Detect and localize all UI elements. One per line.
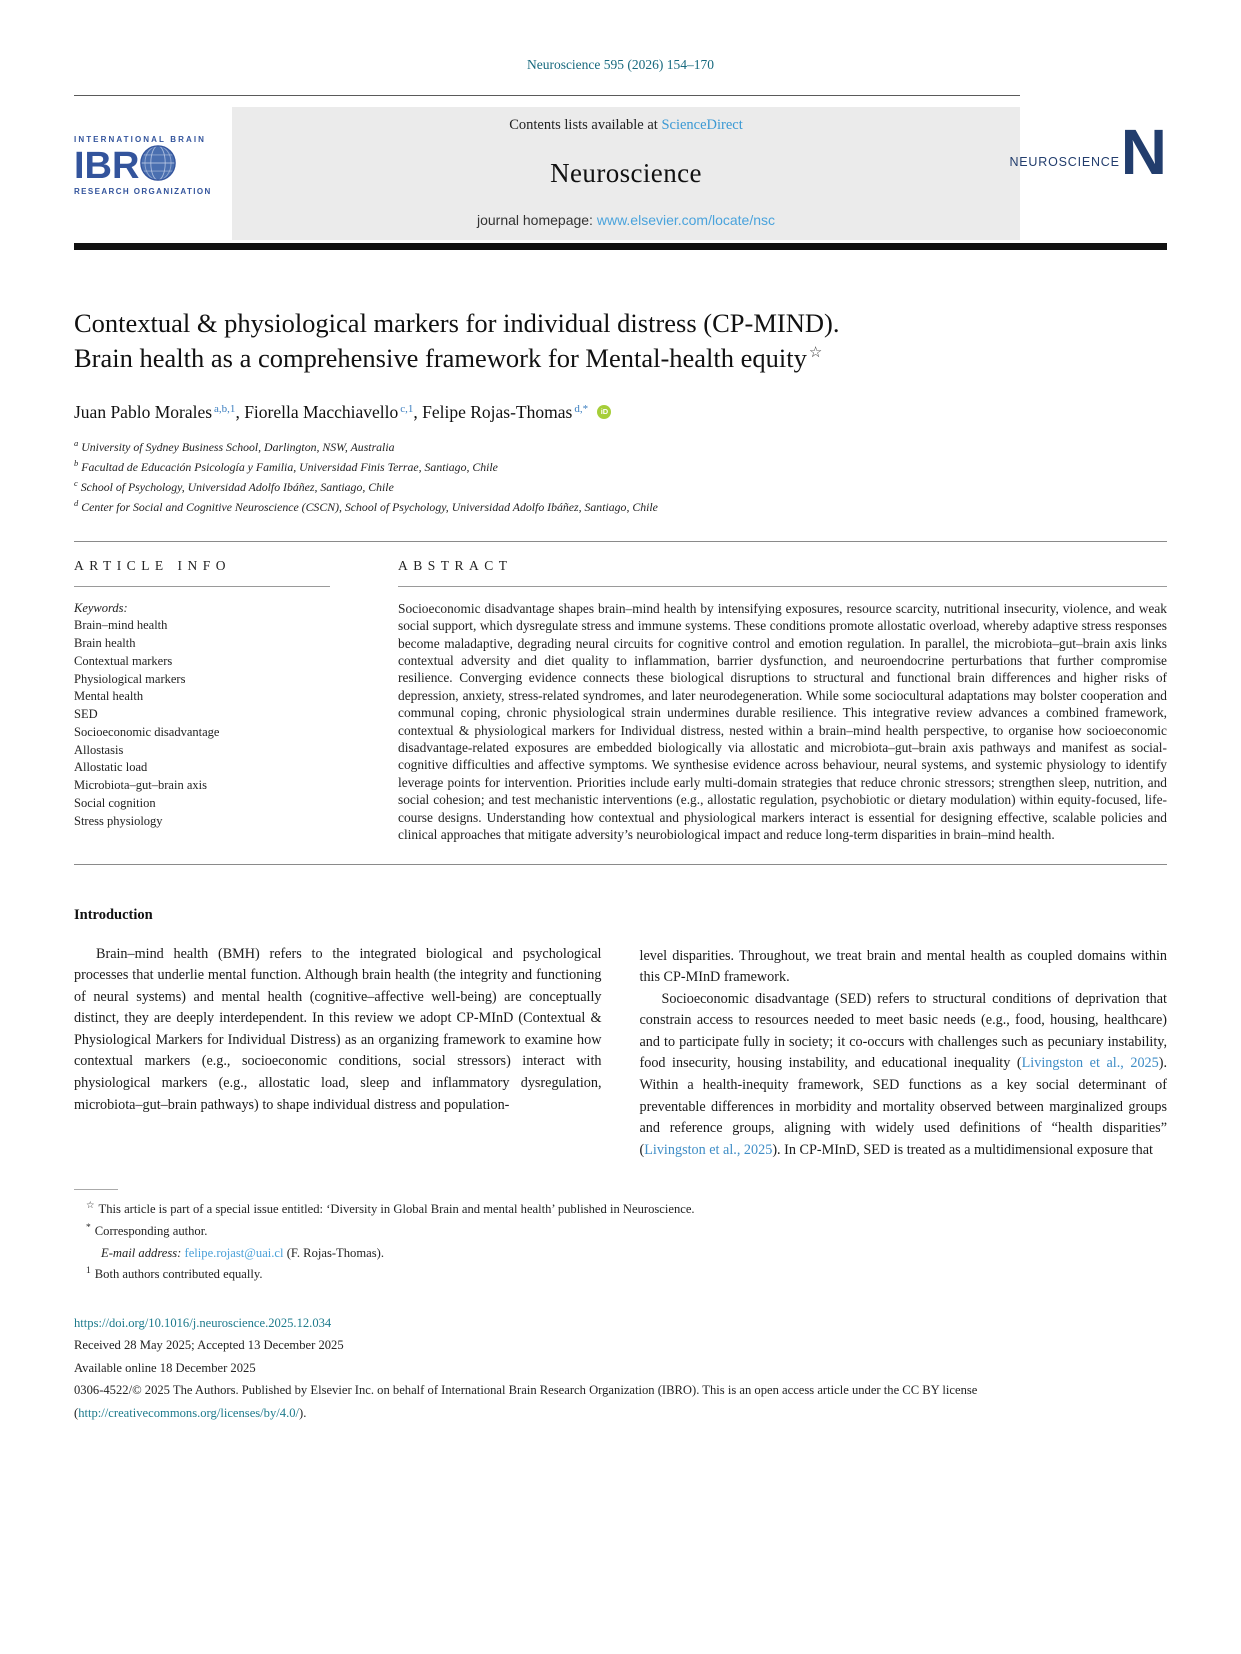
introduction-paragraph-right-2: Socioeconomic disadvantage (SED) refers to structural conditions of deprivation that constrain access to resources needed to meet basic needs (e.g., food, housing, healthcare) and to participate fully in society; it co-occurs with challenges such as pecuniary instability, food insecurity, housing instability, and educational inequality (Livingston et al., 2025). Within a health-inequity framework, SED functions as a key social determinant of preventable differences in morbidity and mortality observed between marginalized groups and reference groups, aligning with widely used definitions of “health disparities” (Livingston et al., 2025). In CP-MInD, SED is treated as a multidimensional exposure that [639, 990, 1168, 1158]
ibro-logo-bottom-text: RESEARCH ORGANIZATION [74, 187, 212, 196]
author-affil-sup[interactable]: c,1 [400, 402, 414, 415]
available-online-line: Available online 18 December 2025 [74, 1360, 256, 1375]
copyright-line: 0306-4522/© 2025 The Authors. Published by Elsevier Inc. on behalf of International Brain Research Organization (IBRO). This is an open access article under the CC BY license (http://creativecommons.org/licenses/by/4.0/). [74, 1383, 978, 1420]
keyword: Microbiota–gut–brain axis [74, 778, 207, 793]
keywords-label: Keywords: [74, 600, 128, 615]
journal-title: Neuroscience [550, 157, 702, 188]
neuroscience-logo-letter: N [1120, 116, 1167, 188]
body-right-column [640, 907, 1168, 1162]
author-affil-sup[interactable]: a,b,1 [214, 402, 236, 415]
doi-line [74, 1312, 1167, 1334]
author-name: Fiorella Macchiavello [244, 402, 399, 423]
keyword: Physiological markers [74, 671, 186, 686]
article-title-line2: Brain health as a comprehensive framework for Mental-health equity ☆ [74, 343, 823, 374]
citation-link[interactable]: Livingston et al., 2025 [644, 1141, 773, 1158]
citation-link[interactable]: Livingston et al., 2025 [1021, 1055, 1159, 1072]
author-affil-sup[interactable]: d,* [574, 402, 589, 415]
author [422, 402, 588, 422]
keyword: Brain health [74, 636, 136, 651]
equal-contribution-footnote: $^1$ Both authors contributed equally. [86, 1266, 263, 1282]
introduction-section [74, 907, 1167, 1162]
info-abstract-block [74, 542, 1167, 844]
ibro-logo [74, 135, 234, 196]
article-info-rule [74, 586, 330, 587]
affiliation-list [74, 437, 1167, 516]
abstract-text: Socioeconomic disadvantage shapes brain–mind health by intensifying exposures, resource scarcity, nutritional insecurity, violence, and weak social support, which dysregulate stress and immune systems. These conditions promote allostatic overload, whereby adaptive stress responses become maladaptive, degrading neural circuits for cognitive control and emotion regulation. In parallel, the microbiota–gut–brain axis links contextual adversity and diet quality to inflammation, barrier dysfunction, and neuroendocrine perturbations that further compromise resilience. Converging evidence connects these biological disruptions to structural and functional brain differences and higher risks of depression, anxiety, stress-related syndromes, and later neurodegeneration. While some sociocultural adaptations may bolster cooperation and communal coping, chronic physiological strain undermines durable resilience. This integrative review advances a combined framework, contextual & physiological markers for Individual distress, nested within a brain–mind health perspective, to organise how socioeconomic disadvantage-related exposures are embedded biologically via allostatic and microbiota–gut–brain axis pathways and manifest as social-cognitive difficulties and affective symptoms. We synthesise evidence across behaviour, neural systems, and systemic physiology to identify leverage points for intervention. Priorities include early multi-domain strategies that reduce chronic stressors; strengthen sleep, nutrition, and social cohesion; and test mechanistic interventions (e.g., allostatic regulation, psychobiotic or dietary modulation) within equity-focused, life-course designs. Understanding how contextual and physiological markers interact is essential for designing effective, scalable policies and clinical approaches that mitigate adversity’s neurobiological impact and reduce long-term disparities in brain–mind health. [398, 600, 1167, 843]
article-info-heading: ARTICLE INFO [74, 557, 232, 573]
abstract-column [398, 542, 1167, 844]
ibro-logo-word: IBR [74, 144, 140, 187]
special-issue-footnote: ☆ This article is part of a special issue entitled: ‘Diversity in Global Brain and mental health’ published in Neuroscience. [86, 1201, 695, 1217]
neuroscience-logo [1009, 116, 1167, 188]
keyword: SED [74, 707, 98, 722]
doi-link[interactable]: https://doi.org/10.1016/j.neuroscience.2025.12.034 [74, 1315, 332, 1330]
affiliation: $^b$ Facultad de Educación Psicología y Familia, Universidad Finis Terrae, Santiago, Chile [74, 458, 498, 475]
author-line [74, 402, 1167, 423]
keyword: Allostasis [74, 742, 124, 757]
keywords-list [74, 600, 330, 831]
introduction-heading: Introduction [74, 906, 153, 923]
header-divider-bar [74, 243, 1167, 250]
keyword: Socioeconomic disadvantage [74, 724, 220, 739]
keyword: Stress physiology [74, 813, 163, 828]
article-title-line1: Contextual & physiological markers for individual distress (CP-MIND). [74, 308, 840, 338]
keyword: Social cognition [74, 795, 156, 810]
body-left-column [74, 907, 602, 1162]
publication-info-block [74, 1312, 1167, 1424]
article-info-column [74, 542, 330, 844]
abstract-bottom-rule [74, 864, 1167, 865]
footnote-rule [74, 1189, 118, 1190]
author-name: Juan Pablo Morales [74, 402, 213, 423]
keyword: Allostatic load [74, 760, 148, 775]
email-footnote: E-mail address: felipe.rojast@uai.cl (F. Rojas-Thomas). [101, 1245, 384, 1260]
header-top-rule [74, 95, 1020, 96]
asterisk-marker-icon: * [86, 1222, 91, 1233]
journal-homepage-line: journal homepage: www.elsevier.com/locate/nsc [476, 212, 776, 228]
special-issue-star-icon: ☆ [808, 345, 823, 362]
sciencedirect-link[interactable]: ScienceDirect [661, 117, 743, 133]
keyword: Contextual markers [74, 653, 173, 668]
author: Juan Pablo Morales $^{a,b,1}$, [74, 402, 245, 423]
globe-icon [140, 145, 176, 186]
keyword: Mental health [74, 689, 144, 704]
corresponding-author-footnote: * Corresponding author. [86, 1222, 208, 1238]
star-marker-icon: ☆ [86, 1201, 95, 1212]
neuroscience-logo-text: NEUROSCIENCE [1009, 155, 1120, 170]
email-link[interactable]: felipe.rojast@uai.cl [184, 1245, 284, 1260]
introduction-paragraph-left: Brain–mind health (BMH) refers to the integrated biological and psychological processes that underlie mental function. Although brain health (the integrity and functioning of neural systems) and mental health (cognitive–affective well-being) are conceptually distinct, they are deeply interdependent. In this review we adopt CP-MInD (Contextual & Physiological Markers for Individual Distress) as an organizing framework to examine how contextual markers (e.g., socioeconomic conditions, social stressors) interact with physiological markers (e.g., allostatic load, sleep and inflammatory dysregulation, microbiota–gut–brain pathways) to shape individual distress and population- [74, 945, 602, 1113]
abstract-heading: ABSTRACT [398, 557, 513, 573]
footnote-number-marker: 1 [86, 1266, 91, 1277]
journal-header-box [232, 107, 1020, 240]
contents-list-line: Contents lists available at ScienceDirect [509, 117, 743, 133]
keyword: Brain–mind health [74, 618, 168, 633]
received-accepted-line: Received 28 May 2025; Accepted 13 December 2025 [74, 1338, 344, 1353]
affiliation: $^a$ University of Sydney Business School, Darlington, NSW, Australia [74, 438, 395, 455]
orcid-icon[interactable]: iD [597, 405, 611, 419]
affiliation: $^c$ School of Psychology, Universidad Adolfo Ibáñez, Santiago, Chile [74, 478, 394, 494]
author: Fiorella Macchiavello $^{c,1}$, [244, 402, 423, 423]
affiliation: $^d$ Center for Social and Cognitive Neuroscience (CSCN), School of Psychology, Universidad Adolfo Ibáñez, Santiago, Chile [74, 497, 658, 514]
cc-license-link[interactable]: http://creativecommons.org/licenses/by/4.0/ [78, 1405, 300, 1420]
author-name: Felipe Rojas-Thomas [422, 402, 573, 423]
journal-homepage-link[interactable]: www.elsevier.com/locate/nsc [596, 212, 776, 228]
ibro-logo-top-text: INTERNATIONAL BRAIN [74, 135, 207, 144]
journal-reference: Neuroscience 595 (2026) 154–170 [526, 57, 715, 72]
abstract-rule [398, 586, 1167, 587]
footnotes-block [74, 1189, 1167, 1286]
journal-identity-header [74, 95, 1167, 243]
introduction-paragraph-right-1: level disparities. Throughout, we treat brain and mental health as coupled domains within this CP-MInD framework. [639, 947, 1167, 986]
article-title [74, 306, 1167, 376]
